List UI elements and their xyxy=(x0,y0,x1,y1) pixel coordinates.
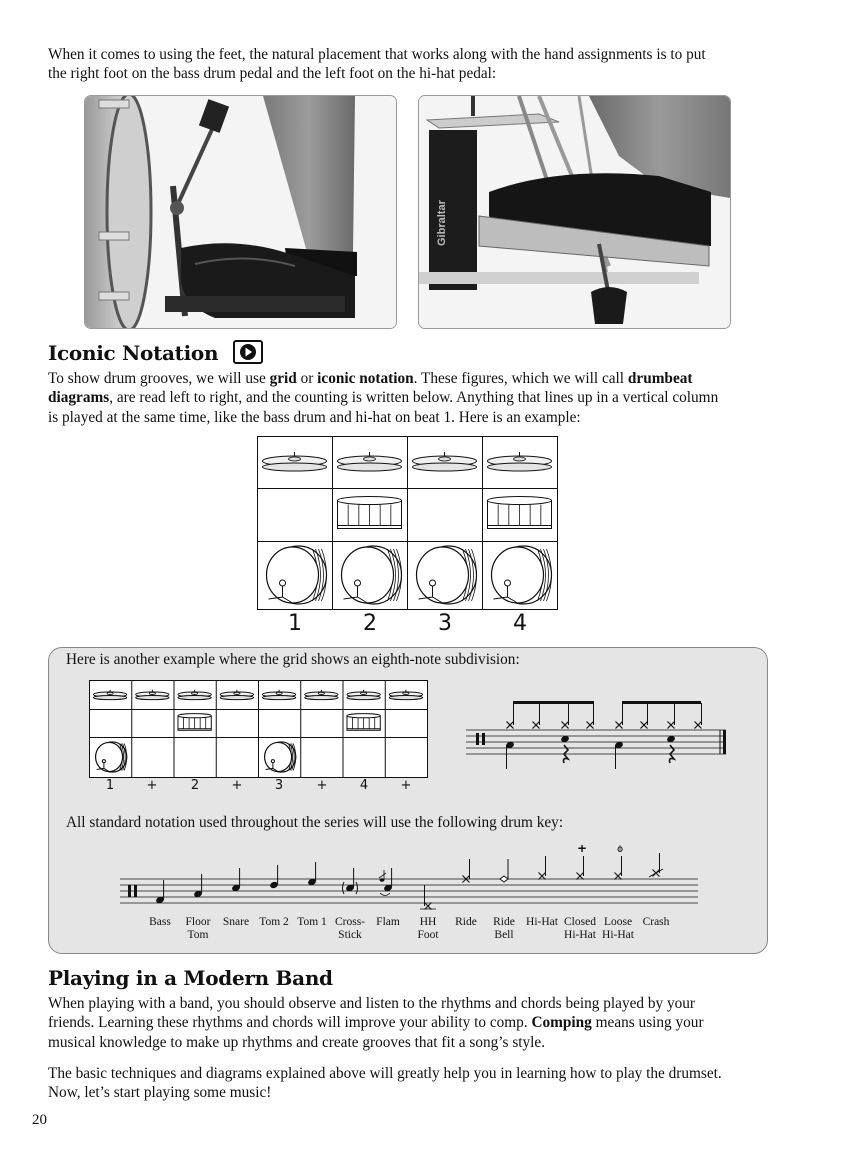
modern-band-paragraph-1 xyxy=(48,994,768,1052)
bass-drum-pedal-illustration xyxy=(85,96,396,328)
bass-note xyxy=(505,741,515,769)
count-label: 1 xyxy=(288,611,302,636)
closed-hi-hat-symbol: + xyxy=(576,845,588,855)
count-label: 2 xyxy=(363,611,377,636)
hi-hat-note xyxy=(668,703,675,729)
drum-key-label-line: Tom 2 xyxy=(259,916,289,928)
count-label: + xyxy=(316,778,328,793)
count-label: + xyxy=(400,778,412,793)
iconic-notation-title: Iconic Notation xyxy=(48,341,219,365)
groove-staff-notation xyxy=(462,695,732,775)
iconic-text: To show drum grooves, we will use xyxy=(48,370,270,387)
term-grid: grid xyxy=(269,370,297,387)
drum-key-intro: All standard notation used throughout the series will use the following drum key: xyxy=(66,814,564,831)
drum-key-label-line: HH xyxy=(419,916,437,928)
term-comping: Comping xyxy=(531,1014,592,1032)
drum-key-label-line: Crash xyxy=(642,916,670,928)
key-note-snare xyxy=(231,868,241,892)
band-text: means using your xyxy=(591,1014,704,1032)
hi-hat-pedal-illustration xyxy=(419,96,730,328)
video-play-icon[interactable] xyxy=(233,340,263,364)
band-text: musical knowledge to make up rhythms and create grooves that fit a song’s style. xyxy=(48,1033,546,1051)
panel-intro: Here is another example where the grid shows an eighth-note subdivision: xyxy=(66,651,520,668)
count-label: 3 xyxy=(274,778,284,793)
snare-drum-icon xyxy=(488,497,552,529)
iconic-text: . These figures, which we will call xyxy=(413,370,628,387)
bass-drum-icon xyxy=(265,742,296,772)
drum-key-label-line: Cross- xyxy=(334,916,366,928)
page-number: 20 xyxy=(32,1112,47,1128)
iconic-notation-paragraph xyxy=(48,369,768,427)
iconic-text: or xyxy=(296,370,318,387)
drum-key-label-line: Loose xyxy=(603,916,633,928)
key-note-floor-tom xyxy=(193,874,203,898)
iconic-text: , are read left to right, and the counting is written below. Anything that lines up in a vertical column xyxy=(109,389,719,407)
key-note-loose-hi-hat xyxy=(615,845,624,880)
drum-key-label-line: Tom 1 xyxy=(297,916,327,928)
bass-drum-icon xyxy=(342,546,402,604)
drum-key-label-line: Tom xyxy=(187,929,209,941)
count-label: 3 xyxy=(438,611,452,636)
intro-paragraph xyxy=(48,45,768,84)
bass-note xyxy=(614,741,624,769)
drum-key-label-line: Snare xyxy=(222,916,250,928)
iconic-text: is played at the same time, like the bass drum and hi-hat on beat 1. Here is an example: xyxy=(48,408,581,426)
drum-key-label-line: Stick xyxy=(338,929,362,941)
key-note-tom-1 xyxy=(307,862,317,886)
band-text: When playing with a band, you should observe and listen to the rhythms and chords being played by your xyxy=(48,995,696,1012)
modern-band-heading: Playing in a Modern Band xyxy=(48,966,333,990)
bass-drum-icon xyxy=(267,546,327,604)
term-drumbeat: drumbeat xyxy=(627,370,693,387)
drum-key-label-line: Floor xyxy=(185,916,211,928)
snare-drum-icon xyxy=(178,714,211,731)
hi-hat-note xyxy=(616,703,623,729)
key-note-cross-stick xyxy=(343,868,358,894)
count-label: 2 xyxy=(190,778,200,793)
beam xyxy=(513,701,594,704)
snare-drum-icon xyxy=(338,497,402,529)
bass-drum-icon xyxy=(96,742,127,772)
drum-key-label-line: Flam xyxy=(376,916,400,928)
term-iconic-notation: iconic notation xyxy=(317,370,414,387)
drum-key-label-line: Ride xyxy=(493,916,515,928)
key-note-crash xyxy=(649,853,663,877)
drum-key-label-line: Bass xyxy=(149,916,171,928)
bass-drum-pedal-photo xyxy=(84,95,397,329)
modern-band-paragraph-2 xyxy=(48,1064,768,1103)
hi-hat-pedal-photo xyxy=(418,95,731,329)
drum-key-label-line: Hi-Hat xyxy=(526,916,558,928)
hi-hat-note xyxy=(587,703,594,729)
drum-key-label-line: Hi-Hat xyxy=(602,929,634,941)
band-text: friends. Learning these rhythms and chords will improve your ability to comp. xyxy=(48,1014,532,1032)
count-label: 4 xyxy=(513,611,527,636)
bass-drum-icon xyxy=(492,546,552,604)
intro-line-1: When it comes to using the feet, the natural placement that works along with the hand assignments is to put xyxy=(48,46,706,63)
count-label: 1 xyxy=(105,778,115,793)
intro-line-2: the right foot on the bass drum pedal and the left foot on the hi-hat pedal: xyxy=(48,65,497,83)
drum-key-label-line: Ride xyxy=(455,916,477,928)
band-text: Now, let’s start playing some music! xyxy=(48,1084,272,1102)
drumbeat-diagram-eighth xyxy=(89,680,429,778)
key-note-ride-bell xyxy=(500,859,508,882)
percussion-clef xyxy=(128,885,131,897)
final-barline xyxy=(723,730,726,754)
key-note-bass xyxy=(155,880,165,904)
hi-hat-note xyxy=(562,703,569,729)
hi-hat-note xyxy=(533,703,540,729)
hi-hat-note xyxy=(641,703,648,729)
count-label: 4 xyxy=(359,778,369,793)
key-note-tom-2 xyxy=(269,865,279,889)
drumbeat-diagram-quarter xyxy=(257,436,560,611)
drum-key-staff xyxy=(118,845,700,915)
drum-key-label-line: Foot xyxy=(417,929,439,941)
hi-hat-note xyxy=(507,703,514,729)
key-note-closed-hi-hat xyxy=(577,845,588,880)
drum-key-label xyxy=(631,916,681,929)
count-label: + xyxy=(231,778,243,793)
drum-key-label-line: Hi-Hat xyxy=(564,929,596,941)
iconic-notation-heading xyxy=(48,340,263,365)
drum-key-label-line: Closed xyxy=(564,916,596,928)
key-note-hi-hat xyxy=(539,856,546,880)
hi-hat-note xyxy=(695,703,702,729)
count-label: + xyxy=(146,778,158,793)
loose-hi-hat-symbol: o xyxy=(616,845,624,855)
snare-drum-icon xyxy=(347,714,380,731)
band-text: The basic techniques and diagrams explained above will greatly help you in learning how to play the drumset. xyxy=(48,1065,722,1082)
percussion-clef xyxy=(476,733,479,745)
gibraltar-brand-text: Gibraltar xyxy=(436,200,448,246)
term-diagrams: diagrams xyxy=(48,389,110,407)
beam xyxy=(622,701,701,704)
drum-key-label-line: Bell xyxy=(494,929,514,941)
bass-drum-icon xyxy=(417,546,477,604)
